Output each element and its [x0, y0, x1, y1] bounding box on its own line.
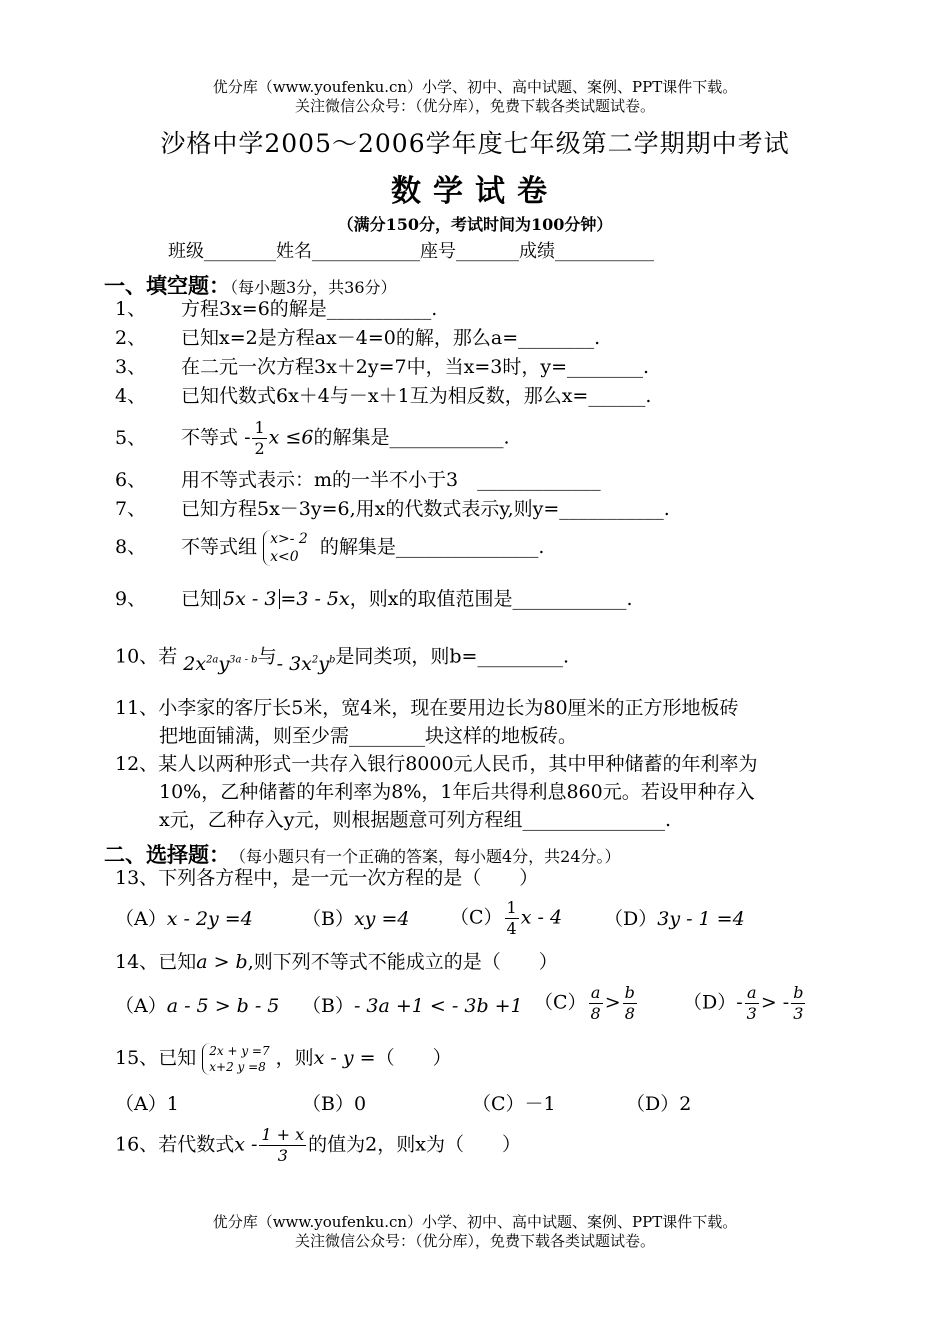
question-post: 的值为2，则x为（ ）	[308, 1133, 521, 1156]
math-expression: =3 - 5x	[280, 588, 350, 610]
question-pre: 若	[158, 645, 178, 668]
section-1-desc: （每小题3分，共36分）	[230, 278, 397, 297]
option-label: （D）	[604, 908, 658, 930]
question-post: （ ）	[375, 1047, 452, 1069]
math-expression: x - y =	[313, 1047, 376, 1069]
fraction-denominator: 3	[746, 1004, 757, 1023]
option-label: （A）	[115, 908, 167, 930]
question-3	[115, 356, 649, 378]
question-number: 8、	[115, 536, 147, 558]
fraction	[791, 983, 805, 1024]
section-1-label: 一、填空题：	[104, 273, 230, 298]
option-value: x - 4	[520, 906, 563, 929]
question-8	[115, 530, 544, 566]
question-12-line-2: 10%，乙种储蓄的年利率为8%，1年后共得利息860元。若设甲种存入	[159, 781, 755, 803]
q15-option-a	[115, 1093, 179, 1115]
question-line-1: 小李家的客厅长5米，宽4米，现在要用边长为80厘米的正方形地板砖	[158, 697, 739, 719]
question-12-line-3: x元，乙种存入y元，则根据题意可列方程组_______________.	[159, 809, 671, 831]
option-value: 2	[679, 1093, 692, 1115]
fraction-numerator: a	[745, 983, 759, 1004]
option-value: －1	[524, 1093, 556, 1115]
q15-option-c	[472, 1093, 556, 1115]
question-4	[115, 385, 651, 407]
condition: a > b	[196, 951, 248, 973]
question-pre: 若代数式	[158, 1133, 235, 1156]
question-number: 13、	[115, 867, 159, 889]
term-1-var: y	[218, 653, 230, 676]
fraction-numerator: 1 + x	[261, 1125, 305, 1144]
term-1-base: 2x	[183, 653, 207, 676]
term-2-var-exp: b	[328, 655, 336, 666]
question-text: 下列各方程中，是一元一次方程的是（ ）	[158, 867, 539, 889]
fraction-numerator: a	[589, 983, 603, 1004]
question-pre: 已知	[181, 588, 220, 610]
section-2-heading	[104, 839, 621, 869]
question-12	[115, 753, 758, 775]
fraction	[252, 418, 266, 459]
q14-option-d	[683, 983, 807, 1024]
question-16	[115, 1125, 521, 1166]
header-line-2: 关注微信公众号：（优分库），免费下载各类试题试卷。	[294, 97, 655, 115]
question-post: ，则	[275, 1047, 314, 1069]
term-2-exp: 2	[311, 655, 319, 666]
math-expression: x ≤6	[268, 426, 314, 449]
question-1	[115, 298, 437, 320]
question-text: 在二元一次方程3x＋2y=7中，当x=3时，y=________.	[181, 356, 650, 378]
fraction	[259, 1125, 306, 1166]
fraction	[505, 898, 519, 939]
question-pre: 不等式组	[181, 536, 258, 558]
question-9	[115, 588, 633, 610]
fraction-numerator: 1	[254, 418, 265, 437]
question-number: 6、	[115, 469, 147, 491]
q13-option-c	[450, 898, 562, 939]
option-label: （A）	[115, 1093, 167, 1115]
system-line-2: x+2 y =8	[209, 1060, 266, 1074]
question-text: 用不等式表示：m的一半不小于3 _____________	[181, 469, 601, 491]
system-line-1: x>- 2	[270, 531, 308, 547]
question-pre: 已知	[158, 951, 197, 973]
operator: >	[604, 991, 621, 1014]
question-post: 的解集是_______________.	[319, 536, 545, 558]
system-line-1: 2x + y =7	[209, 1044, 270, 1058]
option-label: （C）	[472, 1093, 525, 1115]
question-post: ,则下列不等式不能成立的是（ ）	[247, 951, 558, 973]
fraction-denominator: 3	[277, 1146, 288, 1165]
math-expression: x -	[234, 1133, 258, 1156]
q14-option-b	[302, 995, 523, 1017]
fraction	[589, 983, 603, 1024]
header-line-1: 优分库（www.youfenku.cn）小学、初中、高中试题、案例、PPT课件下载。	[212, 78, 738, 96]
question-number: 10、	[115, 645, 159, 668]
question-text: 已知代数式6x＋4与－x＋1互为相反数，那么x=______.	[181, 385, 652, 407]
question-13	[115, 867, 538, 889]
question-text: 方程3x=6的解是___________.	[181, 298, 438, 320]
fraction	[623, 983, 637, 1024]
option-value: a - 5 > b - 5	[166, 995, 280, 1017]
option-value: 1	[166, 1093, 179, 1115]
q13-option-a	[115, 908, 253, 930]
question-line-1: 某人以两种形式一共存入银行8000元人民币，其中甲种储蓄的年利率为	[158, 753, 758, 775]
q15-option-d	[626, 1093, 691, 1115]
question-text: 已知方程5x－3y=6,用x的代数式表示y,则y=___________.	[181, 498, 670, 520]
option-value: 3y - 1 =4	[657, 908, 745, 930]
question-number: 16、	[115, 1133, 159, 1156]
question-number: 5、	[115, 426, 147, 449]
question-number: 4、	[115, 385, 147, 407]
question-number: 2、	[115, 327, 147, 349]
question-14	[115, 951, 558, 973]
absolute-value: 5x - 3	[219, 589, 280, 609]
option-value: - 3a +1 < - 3b +1	[353, 995, 523, 1017]
option-value: 0	[353, 1093, 367, 1115]
question-11-line-2: 把地面铺满，则至少需________块这样的地板砖。	[159, 725, 578, 747]
fraction-denominator: 2	[254, 439, 265, 458]
question-post: 的解集是____________.	[313, 426, 510, 449]
question-mid: 与	[257, 645, 277, 668]
question-5	[115, 418, 509, 459]
footer-line-2: 关注微信公众号：（优分库），免费下载各类试题试卷。	[294, 1232, 655, 1250]
option-label: （B）	[302, 1093, 354, 1115]
fraction-denominator: 4	[506, 919, 517, 938]
option-label: （A）	[115, 995, 167, 1017]
option-value: x - 2y =4	[166, 908, 253, 930]
section-2-label: 二、选择题：	[104, 842, 230, 867]
question-number: 9、	[115, 588, 147, 610]
question-2	[115, 327, 600, 349]
option-label: （C）	[450, 906, 503, 929]
equation-system	[202, 1043, 275, 1075]
question-text: 已知x=2是方程ax－4=0的解，那么a=________.	[181, 327, 601, 349]
question-post: 是同类项，则b=_________.	[335, 645, 570, 668]
question-10	[115, 642, 570, 676]
question-pre: 不等式	[181, 426, 239, 449]
term-2-var: y	[318, 653, 329, 676]
question-post: ，则x的取值范围是____________.	[349, 588, 633, 610]
question-6	[115, 469, 601, 491]
term-1	[183, 653, 257, 675]
question-15	[115, 1043, 452, 1075]
option-label: （B）	[302, 995, 354, 1017]
option-label: （B）	[302, 908, 354, 930]
term-1-exp: 2a	[206, 655, 219, 666]
q13-option-d	[604, 908, 745, 930]
term-1-var-exp: 3a - b	[229, 655, 258, 666]
q14-option-c	[534, 983, 639, 1024]
question-number: 7、	[115, 498, 147, 520]
footer-line-1: 优分库（www.youfenku.cn）小学、初中、高中试题、案例、PPT课件下载。	[212, 1213, 738, 1231]
section-2-desc: （每小题只有一个正确的答案，每小题4分，共24分。）	[238, 847, 621, 866]
question-number: 11、	[115, 697, 159, 719]
question-pre: 已知	[158, 1047, 197, 1069]
fraction-denominator: 3	[793, 1004, 804, 1023]
fraction-numerator: 1	[506, 898, 517, 917]
question-11	[115, 697, 739, 719]
fraction	[745, 983, 759, 1024]
fraction-numerator: b	[624, 983, 635, 1002]
student-info: 班级________姓名____________座号_______成绩___________	[168, 241, 654, 262]
question-number: 3、	[115, 356, 147, 378]
fraction-denominator: 8	[624, 1004, 635, 1023]
q14-option-a	[115, 995, 279, 1017]
operator: -	[736, 991, 743, 1014]
q15-option-b	[302, 1093, 366, 1115]
question-number: 14、	[115, 951, 159, 973]
section-1-heading	[104, 270, 397, 300]
term-2-base: - 3x	[276, 653, 312, 676]
question-7	[115, 498, 670, 520]
question-number: 1、	[115, 298, 147, 320]
inequality-system	[263, 530, 314, 566]
question-number: 15、	[115, 1047, 159, 1069]
question-number: 12、	[115, 753, 159, 775]
exam-title: 沙格中学2005～2006学年度七年级第二学期期中考试	[160, 129, 790, 158]
q13-option-b	[302, 908, 409, 930]
math-minus: -	[244, 426, 251, 449]
term-2	[277, 653, 336, 675]
fraction-denominator: 8	[590, 1004, 601, 1023]
option-value: xy =4	[353, 908, 410, 930]
option-label: （D）	[683, 991, 737, 1014]
exam-subject: 数学试卷	[391, 174, 559, 209]
option-label: （D）	[626, 1093, 680, 1115]
fraction-numerator: b	[793, 983, 804, 1002]
exam-note: （满分150分，考试时间为100分钟）	[337, 215, 613, 234]
operator: > -	[760, 991, 790, 1014]
option-label: （C）	[534, 991, 587, 1014]
system-line-2: x<0	[270, 549, 299, 565]
